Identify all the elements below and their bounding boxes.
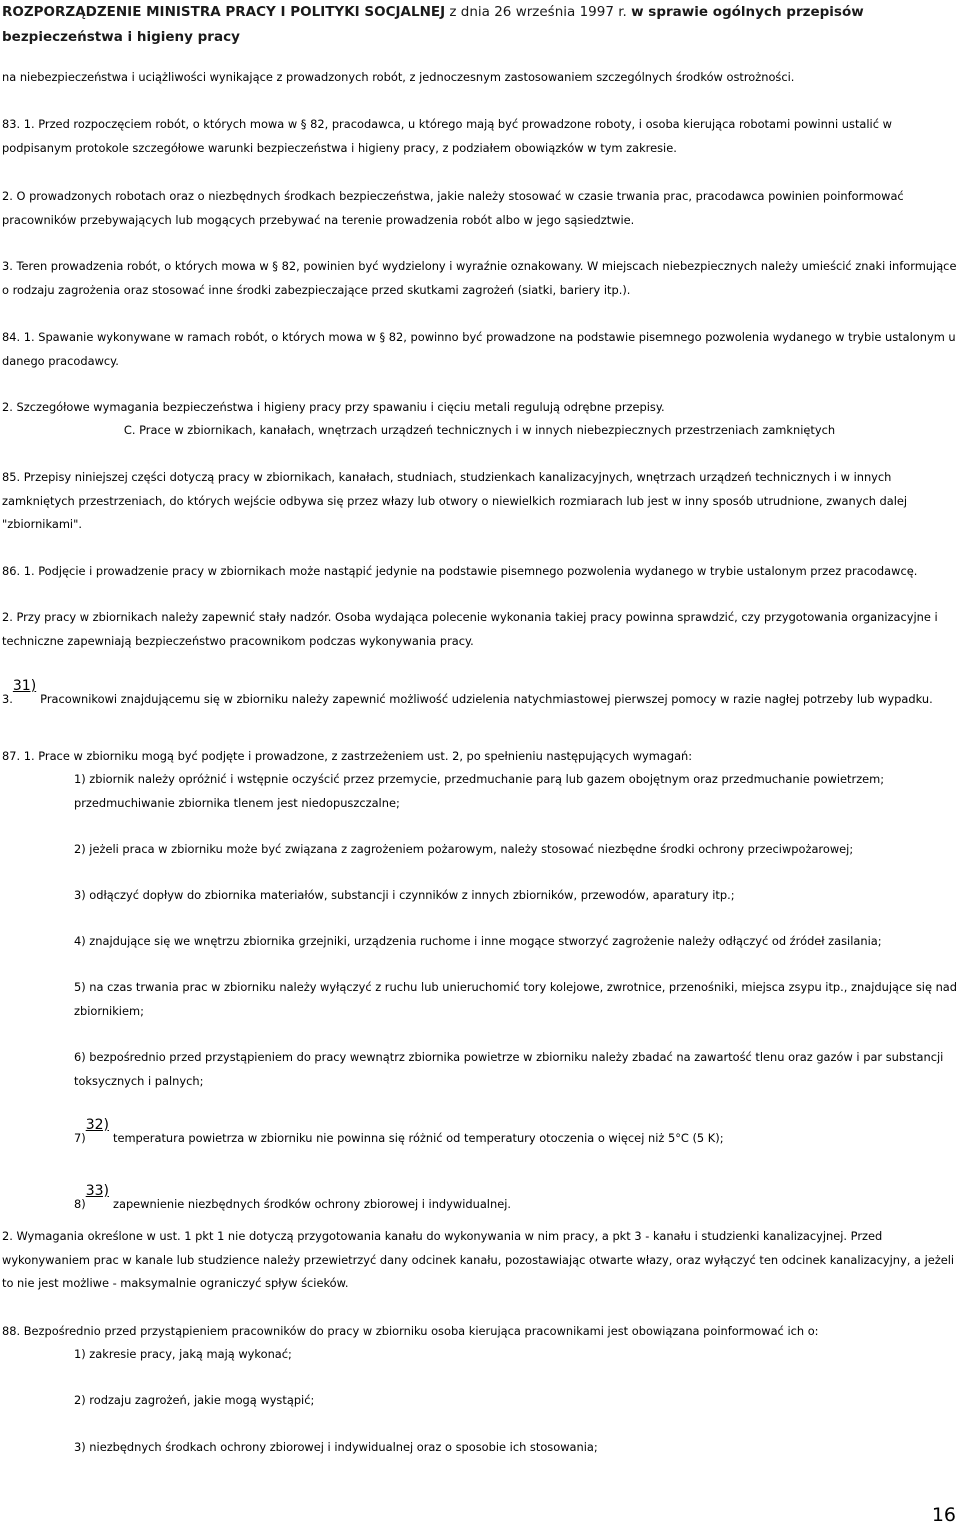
list-item-87-6: 6) bezpośrednio przed przystąpieniem do pracy wewnątrz zbiornika powietrze w zbiorniku należy zbadać na zawartość tlenu oraz gazów i par substancji toksycznych i palnych; bbox=[74, 1050, 944, 1088]
list-item-87-5: 5) na czas trwania prac w zbiorniku należy wyłączyć z ruchu lub unieruchomić tory kolejowe, zwrotnice, przenośniki, miejsca zsypu itp., znajdujące się nad zbiornikiem; bbox=[74, 980, 958, 1018]
list-item-87-7 bbox=[74, 1117, 957, 1151]
list-item-87-3: 3) odłączyć dopływ do zbiornika materiałów, substancji i czynników z innych zbiorników, przewodów, aparatury itp.; bbox=[74, 888, 735, 902]
footnote-ref-31[interactable]: 31) bbox=[12, 678, 37, 694]
paragraph-86-3-text: Pracownikowi znajdującemu się w zbiorniku należy zapewnić możliwość udzielenia natychmiastowej pierwszej pomocy w razie nagłej potrzeby lub wypadku. bbox=[40, 692, 933, 706]
list-item-87-1: 1) zbiornik należy opróżnić i wstępnie oczyścić przez przemycie, przedmuchanie parą lub gazem obojętnym oraz przedmuchanie powietrzem; przedmuchiwanie zbiornika tlenem jest niedopuszczalne; bbox=[74, 772, 885, 810]
list-item-87-2: 2) jeżeli praca w zbiorniku może być związana z zagrożeniem pożarowym, należy stosować niezbędne środki ochrony przeciwpożarowej; bbox=[74, 842, 854, 856]
paragraph-83-3: 3. Teren prowadzenia robót, o których mowa w § 82, powinien być wydzielony i wyraźnie oznakowany. W miejscach niebezpiecznych należy umieścić znaki informujące o rodzaju zagrożenia oraz stosować inne środki zabezpieczające przed skutkami zagrożeń (siatki, bariery itp.). bbox=[2, 259, 957, 297]
page-number: 16 bbox=[931, 1504, 956, 1526]
document-header bbox=[2, 0, 957, 50]
paragraph-86-2: 2. Przy pracy w zbiornikach należy zapewnić stały nadzór. Osoba wydająca polecenie wykonania takiej pracy powinna sprawdzić, czy przygotowania organizacyjne i techniczne zapewniają bezpieczeństwo pracownikom podczas wykonywania pracy. bbox=[2, 610, 938, 648]
list-item-87-8-number: 8) bbox=[74, 1197, 86, 1211]
list-item-87-4: 4) znajdujące się we wnętrzu zbiornika grzejniki, urządzenia ruchome i inne mogące stworzyć zagrożenie należy odłączyć od źródeł zasilania; bbox=[74, 934, 882, 948]
footnote-ref-32[interactable]: 32) bbox=[85, 1117, 109, 1133]
paragraph-83-1: 83. 1. Przed rozpoczęciem robót, o których mowa w § 82, pracodawca, u którego mają być prowadzone roboty, i osoba kierująca robotami powinni ustalić w podpisanym protokole szczegółowe warunki bezpieczeństwa i higieny pracy, z podziałem obowiązków w tym zakresie. bbox=[2, 117, 892, 155]
paragraph-87-2: 2. Wymagania określone w ust. 1 pkt 1 nie dotyczą przygotowania kanału do wykonywania w nim pracy, a pkt 3 - kanału i studzienki kanalizacyjnej. Przed wykonywaniem prac w kanale lub studzience należy przewietrzyć dany odcinek kanału, pozostawiając otwarte włazy, oraz wyłączyć ten odcinek kanalizacyjny, a jeżeli to nie jest możliwe - maksymalnie ograniczyć spływ ścieków. bbox=[2, 1229, 955, 1290]
paragraph-intro: na niebezpieczeństwa i uciążliwości wynikające z prowadzonych robót, z jednoczesnym zastosowaniem szczególnych środków ostrożności. bbox=[2, 70, 795, 84]
paragraph-86-1: 86. 1. Podjęcie i prowadzenie pracy w zbiornikach może nastąpić jedynie na podstawie pisemnego pozwolenia wydanego w trybie ustalonym przez pracodawcę. bbox=[2, 564, 918, 578]
list-item-88-3: 3) niezbędnych środkach ochrony zbiorowej i indywidualnej oraz o sposobie ich stosowania; bbox=[74, 1440, 598, 1454]
paragraph-86-3 bbox=[2, 678, 957, 712]
paragraph-84-2: 2. Szczegółowe wymagania bezpieczeństwa i higieny pracy przy spawaniu i cięciu metali regulują odrębne przepisy. bbox=[2, 400, 665, 414]
list-item-87-8-text: zapewnienie niezbędnych środków ochrony zbiorowej i indywidualnej. bbox=[112, 1197, 511, 1211]
section-heading-c: C. Prace w zbiornikach, kanałach, wnętrzach urządzeń technicznych i w innych niebezpiecznych przestrzeniach zamkniętych bbox=[123, 423, 836, 437]
header-title-part2: w sprawie ogólnych przepisów bezpieczeństwa i higieny pracy bbox=[2, 4, 864, 45]
paragraph-85: 85. Przepisy niniejszej części dotyczą pracy w zbiornikach, kanałach, studniach, studzienkach kanalizacyjnych, wnętrzach urządzeń technicznych i w innych zamkniętych przestrzeniach, do których wejście odbywa się przez włazy lub otwory o niewielkich rozmiarach lub jest w inny sposób utrudnione, zwanych dalej "zbiornikami". bbox=[2, 470, 908, 531]
list-item-88-2: 2) rodzaju zagrożeń, jakie mogą wystąpić; bbox=[74, 1393, 315, 1407]
list-item-87-7-text: temperatura powietrza w zbiorniku nie powinna się różnić od temperatury otoczenia o więcej niż 5°C (5 K); bbox=[112, 1131, 724, 1145]
paragraph-87-1: 87. 1. Prace w zbiorniku mogą być podjęte i prowadzone, z zastrzeżeniem ust. 2, po spełnieniu następujących wymagań: bbox=[2, 749, 693, 763]
footnote-ref-33[interactable]: 33) bbox=[85, 1183, 109, 1199]
paragraph-86-3-number: 3. bbox=[2, 692, 13, 706]
header-title-date: z dnia 26 września 1997 r. bbox=[445, 4, 632, 20]
paragraph-84-1: 84. 1. Spawanie wykonywane w ramach robót, o których mowa w § 82, powinno być prowadzone na podstawie pisemnego pozwolenia wydanego w trybie ustalonym u danego pracodawcy. bbox=[2, 330, 956, 368]
header-title-part1: ROZPORZĄDZENIE MINISTRA PRACY I POLITYKI SOCJALNEJ bbox=[2, 4, 446, 20]
paragraph-88: 88. Bezpośrednio przed przystąpieniem pracowników do pracy w zbiorniku osoba kierująca pracownikami jest obowiązana poinformować ich o: bbox=[2, 1324, 819, 1338]
list-item-88-1: 1) zakresie pracy, jaką mają wykonać; bbox=[74, 1347, 292, 1361]
list-item-87-8 bbox=[74, 1183, 957, 1217]
list-item-87-7-number: 7) bbox=[74, 1131, 86, 1145]
paragraph-83-2: 2. O prowadzonych robotach oraz o niezbędnych środkach bezpieczeństwa, jakie należy stosować w czasie trwania prac, pracodawca powinien poinformować pracowników przebywających lub mogących przebywać na terenie prowadzenia robót albo w jego sąsiedztwie. bbox=[2, 189, 904, 227]
